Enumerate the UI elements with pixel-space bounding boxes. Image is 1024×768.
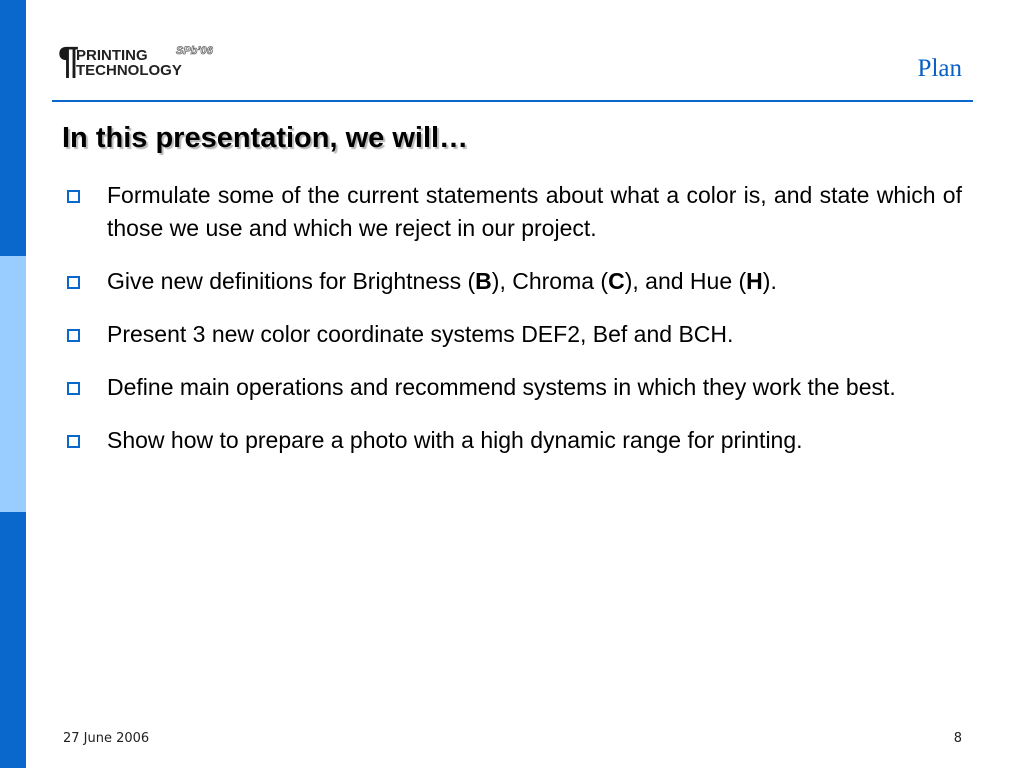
bullet-text: Formulate some of the current statements about what a color is, and state which of those we use and which we reject in our project. bbox=[107, 182, 962, 241]
printing-technology-logo bbox=[58, 40, 228, 82]
left-accent-bar-bottom bbox=[0, 512, 26, 768]
logo-pilcrow: ¶ bbox=[58, 40, 80, 82]
logo-line-printing: PRINTING bbox=[76, 47, 148, 64]
bullet-list bbox=[62, 179, 962, 477]
bullet-text bbox=[107, 268, 777, 294]
left-accent-bar-top bbox=[0, 0, 26, 256]
bullet-text-part: ). bbox=[762, 268, 777, 294]
brightness-symbol: B bbox=[475, 268, 492, 294]
square-bullet-icon bbox=[67, 190, 80, 203]
square-bullet-icon bbox=[67, 329, 80, 342]
hue-symbol: H bbox=[746, 268, 763, 294]
bullet-item bbox=[62, 424, 962, 457]
page-number: 8 bbox=[953, 731, 962, 746]
left-accent-bar-middle bbox=[0, 256, 26, 512]
footer-date: 27 June 2006 bbox=[63, 731, 150, 746]
square-bullet-icon bbox=[67, 276, 80, 289]
bullet-item bbox=[62, 371, 962, 404]
bullet-text: Show how to prepare a photo with a high dynamic range for printing. bbox=[107, 427, 803, 453]
bullet-text-part: ), Chroma ( bbox=[491, 268, 609, 294]
bullet-text: Present 3 new color coordinate systems DEF2, Bef and BCH. bbox=[107, 321, 734, 347]
bullet-item bbox=[62, 265, 962, 298]
content-heading: In this presentation, we will… bbox=[62, 122, 469, 154]
bullet-item bbox=[62, 179, 962, 245]
bullet-item bbox=[62, 318, 962, 351]
logo-line-technology: TECHNOLOGY bbox=[76, 62, 182, 79]
header-divider bbox=[52, 100, 973, 102]
chroma-symbol: C bbox=[608, 268, 625, 294]
slide-title: Plan bbox=[917, 55, 962, 82]
square-bullet-icon bbox=[67, 382, 80, 395]
square-bullet-icon bbox=[67, 435, 80, 448]
bullet-text-part: Give new definitions for Brightness ( bbox=[107, 268, 476, 294]
bullet-text-part: ), and Hue ( bbox=[624, 268, 747, 294]
bullet-text: Define main operations and recommend systems in which they work the best. bbox=[107, 374, 896, 400]
logo-edition: SPb’06 bbox=[176, 45, 213, 57]
